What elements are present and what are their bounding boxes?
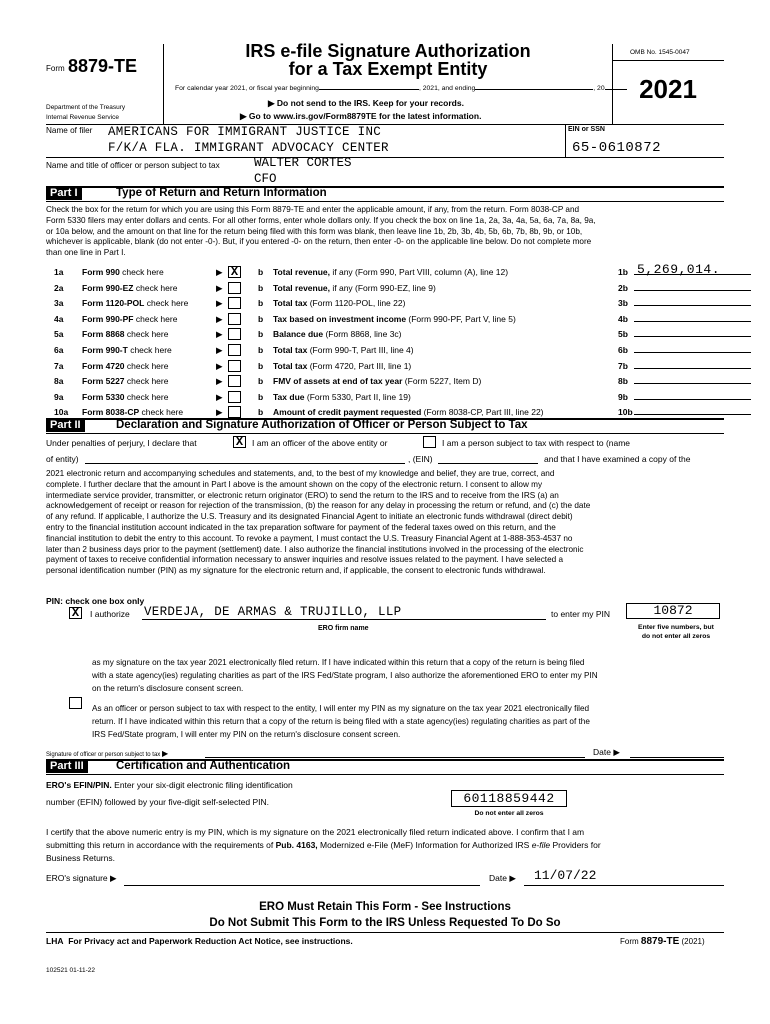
arrow-right-icon: ▶ [216,376,223,387]
examined-text: and that I have examined a copy of the [544,454,691,464]
form-code: 102521 01-11-22 [46,967,96,974]
line-b-description: FMV of assets at end of tax year (Form 5227, Item D) [273,376,482,387]
officer-checkbox-label: I am an officer of the above entity or [252,438,388,448]
ero-date-label: Date ▶ [489,873,516,883]
filer-name-label: Name of filer [46,126,93,135]
form-check-label: Form 990-PF check here [82,313,178,324]
line-number: 4a [54,313,64,324]
line-amount-field[interactable] [634,402,751,415]
arrow-right-icon: ▶ [613,747,620,757]
text-line: later than 2 business days prior to the payment (settlement) date. I also authorize the financial institutions involved in the processing of the electronic [46,544,584,554]
line-b-description: Total tax (Form 1120-POL, line 22) [273,298,406,309]
ein-label: EIN or SSN [568,126,605,133]
part2-label: Part II [46,419,85,432]
line-number: 9a [54,391,64,402]
part1-line [46,313,726,328]
form-checkbox[interactable] [228,313,241,325]
enter-five-note: Enter five numbers, but do not enter all zeros [638,624,714,640]
line-amount-field[interactable] [634,324,751,337]
ero-firm-label: ERO firm name [318,625,369,632]
part1-line [46,375,726,390]
person-checkbox-label: I am a person subject to tax with respect to (name [442,438,631,448]
form-checkbox[interactable] [228,328,241,340]
officer-date-label: Date ▶ [593,747,620,757]
line-amount-field[interactable]: 5,269,014. [634,262,751,275]
text-line: on the return's disclosure consent screen. [92,684,244,693]
part3-title: Certification and Authentication [116,760,290,772]
line-b-ref: 2b [618,282,628,293]
line-number: 1a [54,267,64,277]
line-b-ref: 1b [618,267,628,277]
form-check-label: Form 4720 check here [82,360,169,371]
line-b-ref: 5b [618,329,628,340]
text-line: intermediate service provider, transmitter, or electronic return originator (ERO) to send the return to the IRS and to receive from the IRS (a) an [46,490,559,500]
efin-note: Do not enter all zeros [474,810,544,817]
arrow-right-icon: ▶ [216,329,223,340]
form-check-label: Form 990-T check here [82,345,172,355]
retain-notice-2: Do Not Submit This Form to the IRS Unless Requested To Do So [209,917,561,929]
filer-name-line2: F/K/A FLA. IMMIGRANT ADVOCACY CENTER [108,141,389,155]
form-check-label: Form 990-EZ check here [82,282,178,293]
text-line: entry to the financial institution account indicated in the tax preparation software for payment of the federal taxes owed on this return, and the [46,522,556,532]
entity-ein-label: , (EIN) [408,454,433,464]
arrow-right-icon: ▶ [216,345,223,355]
dept-line1: Department of the Treasury [46,104,126,111]
arrow-right-icon: ▶ [268,98,277,108]
officer-date-line[interactable] [630,757,724,758]
ero-firm-name: VERDEJA, DE ARMAS & TRUJILLO, LLP [144,605,402,619]
arrow-right-icon: ▶ [216,360,223,371]
line-amount-field[interactable] [634,387,751,400]
part1-line [46,262,726,281]
ero-signature-line[interactable] [124,885,480,886]
line-b-description: Total revenue, if any (Form 990, Part VIII, column (A), line 12) [273,267,509,277]
text-line: As an officer or person subject to tax with respect to the entity, I will enter my PIN as my signature on the tax year 2021 electronically filed [92,704,590,713]
line-b-ref: 4b [618,313,628,324]
efin-field[interactable]: 60118859442 [451,790,567,807]
person-checkbox[interactable] [423,436,436,448]
officer-checkbox[interactable]: X [233,436,246,448]
line-number: 8a [54,376,64,387]
form-number: 8879-TE [68,56,138,76]
form-checkbox[interactable] [228,375,241,387]
line-b-description: Balance due (Form 8868, line 3c) [273,329,402,340]
tax-year: 2021 [639,74,697,104]
text-line: as my signature on the tax year 2021 electronically filed return. If I have indicated within this return that a copy of the return is being filed [92,658,585,667]
line-b-letter: b [258,391,264,402]
text-line: IRS Fed/State program, I will enter my PIN on the return's disclosure consent screen. [92,730,401,739]
certification-text: I certify that the above numeric entry is my PIN, which is my signature on the 2021 electronically filed return indicated above. I confirm that I am submitting this return in accordance with the requirements of Pub. 4163, Modernized e-File (MeF) Information for Authorized IRS e-file Providers for Business Returns. [46,827,601,863]
pin-field[interactable]: 10872 [626,603,720,619]
line-b-letter: b [258,282,264,293]
text-line: with a state agency(ies) regulating charities as part of the IRS Fed/State program, I also authorize the aforementioned ERO to enter my PIN [92,671,598,680]
line-b-ref: 3b [618,298,628,309]
text-line: complete. I further declare that the amount in Part I above is the amount shown on the copy of the electronic return. I consent to allow my [46,479,543,489]
fiscal-end-field[interactable] [475,83,593,90]
part1-intro: Check the box for the return for which you are using this Form 8879-TE and enter the applicable amount, if any, from the return. Form 8038-CP and Form 5330 filers may enter dollars and cents. For all other forms, enter whole dollars only. If you check the box on line 1a, 2a, 3a, 4a, 5a, 6a, 7a, 8a, 9a, or 10a below, and the amount on that line for the return being filed with this form was blank, then leave line 1b, 2b, 3b, 4b, 5b, 6b, 7b, 8b, 9b, or 10b, whichever is applicable, blank (do not enter -0-). But, if you entered -0- on the return, then enter -0- on the applicable line below. Do not complete more than one line in Part I. [46,205,596,258]
calendar-year-line: For calendar year 2021, or fiscal year beginning , 2021, and ending , 20 [175,83,627,93]
part1-line [46,360,726,375]
form-checkbox[interactable] [228,360,241,372]
form-check-label: Form 990 check here [82,267,164,277]
line-b-letter: b [258,407,264,418]
form-title-line1: IRS e-file Signature Authorization [245,41,531,61]
privacy-notice: LHA For Privacy act and Paperwork Reduction Act Notice, see instructions. [46,936,353,946]
line-amount-field[interactable] [634,340,751,353]
line-number: 7a [54,360,64,371]
declaration-text [46,469,726,577]
line-b-ref: 8b [618,376,628,387]
line-amount-field[interactable] [634,356,751,369]
line-amount-field[interactable] [634,293,751,306]
form-check-label: Form 8868 check here [82,329,169,340]
line-b-ref: 7b [618,360,628,371]
line-number: 10a [54,407,69,418]
officer-name: WALTER CORTES [254,156,352,170]
retain-notice-1: ERO Must Retain This Form - See Instructions [259,901,511,913]
part3-label: Part III [46,760,88,773]
form-checkbox[interactable] [228,282,241,294]
line-number: 2a [54,282,64,293]
authorize-label: I authorize [90,609,130,619]
ero-authorize-checkbox[interactable]: X [69,607,82,619]
form-title-line2: for a Tax Exempt Entity [288,59,488,79]
line-b-letter: b [258,360,264,371]
to-enter-pin-label: to enter my PIN [551,609,611,619]
form-checkbox[interactable] [228,406,241,418]
line-b-description: Total tax (Form 990-T, Part III, line 4) [273,345,414,355]
fiscal-begin-field[interactable] [319,83,419,90]
omb-number: OMB No. 1545-0047 [630,49,690,56]
line-b-description: Tax based on investment income (Form 990-PF, Part V, line 5) [273,313,516,324]
arrow-right-icon: ▶ [216,391,223,402]
filer-name-line1: AMERICANS FOR IMMIGRANT JUSTICE INC [108,125,382,139]
line-amount-field[interactable] [634,309,751,322]
arrow-right-icon: ▶ [216,407,223,418]
self-pin-checkbox[interactable] [69,697,82,709]
ero-pin-text [92,656,722,695]
line-b-ref: 10b [618,407,633,418]
form-word: Form [46,64,65,73]
text-line: return. If I have indicated within this return that a copy of the return is being filed with a state agency(ies) regulating charities as part of the [92,717,590,726]
form-checkbox[interactable] [228,391,241,403]
do-not-send-note: ▶ Do not send to the IRS. Keep for your records. [268,98,464,108]
self-pin-text [92,702,722,741]
text-line: acknowledgement of receipt or reason for rejection of the transmission, (b) the reason for any delay in processing the return or refund, and (c) the date [46,501,591,511]
dept-line2: Internal Revenue Service [46,114,119,121]
line-b-description: Total tax (Form 4720, Part III, line 1) [273,360,412,371]
pin-heading: PIN: check one box only [46,596,145,606]
text-line: of any refund. If applicable, I authorize the U.S. Treasury and its designated Financial Agent to initiate an electronic funds withdrawal (direct debit) [46,512,573,522]
text-line: 2021 electronic return and accompanying schedules and statements, and, to the best of my knowledge and belief, they are true, correct, and [46,469,555,478]
form-check-label: Form 5330 check here [82,391,169,402]
efin-instruction-2: number (EFIN) followed by your five-digit self-selected PIN. [46,797,269,807]
officer-title: CFO [254,172,277,186]
part1-label: Part I [46,187,82,200]
line-b-letter: b [258,313,264,324]
part1-title: Type of Return and Return Information [116,187,327,199]
part1-line [46,297,726,312]
ero-date-value: 11/07/22 [534,868,597,883]
form-checkbox[interactable]: X [228,266,241,278]
ein-value: 65-0610872 [572,140,662,156]
text-line: personal identification number (PIN) as my signature for the electronic return and, if applicable, the consent to electronic funds withdrawal. [46,566,546,576]
line-b-letter: b [258,267,264,277]
footer-form-id: Form 8879-TE (2021) [620,936,705,947]
form-check-label: Form 1120-POL check here [82,298,189,309]
efin-instruction-1: ERO's EFIN/PIN. Enter your six-digit electronic filing identification [46,780,293,790]
line-b-description: Tax due (Form 5330, Part II, line 19) [273,391,411,402]
ero-signature-label: ERO's signature ▶ [46,873,117,883]
of-entity-label: of entity) [46,454,79,464]
arrow-right-icon: ▶ [161,749,169,758]
arrow-right-icon: ▶ [216,313,223,324]
line-b-description: Total revenue, if any (Form 990-EZ, line 9) [273,282,436,293]
form-checkbox[interactable] [228,344,241,356]
part2-title: Declaration and Signature Authorization of Officer or Person Subject to Tax [116,419,528,431]
line-amount-field[interactable] [634,371,751,384]
line-amount-field[interactable] [634,278,751,291]
line-b-letter: b [258,376,264,387]
form-check-label: Form 8038-CP check here [82,407,184,418]
line-number: 5a [54,329,64,340]
part1-line [46,344,726,359]
arrow-right-icon: ▶ [216,282,223,293]
part1-line [46,328,726,343]
arrow-right-icon: ▶ [216,298,223,309]
part1-line [46,282,726,297]
arrow-right-icon: ▶ [240,111,249,121]
line-b-ref: 6b [618,345,628,355]
officer-label: Name and title of officer or person subject to tax [46,161,220,170]
part1-line [46,391,726,406]
arrow-right-icon: ▶ [110,873,117,883]
line-b-ref: 9b [618,391,628,402]
line-number: 3a [54,298,64,309]
line-number: 6a [54,345,64,355]
line-b-letter: b [258,345,264,355]
form-checkbox[interactable] [228,297,241,309]
go-to-note: ▶ Go to www.irs.gov/Form8879TE for the latest information. [240,111,482,121]
text-line: payment of taxes to receive confidential information necessary to answer inquiries and resolve issues related to the payment. I have selected a [46,555,564,565]
line-b-letter: b [258,329,264,340]
line-b-description: Amount of credit payment requested (Form 8038-CP, Part III, line 22) [273,407,544,418]
form-check-label: Form 5227 check here [82,376,169,387]
line-b-letter: b [258,298,264,309]
arrow-right-icon: ▶ [509,873,516,883]
text-line: financial institution to debit the entry to this account. To revoke a payment, I must contact the U.S. Treasury Financial Agent at 1-888-353-4537 no [46,533,573,543]
arrow-right-icon: ▶ [216,267,223,277]
officer-signature-label: Signature of officer or person subject to tax ▶ [46,749,169,758]
under-penalties: Under penalties of perjury, I declare that [46,438,197,448]
officer-signature-line[interactable] [205,757,585,758]
